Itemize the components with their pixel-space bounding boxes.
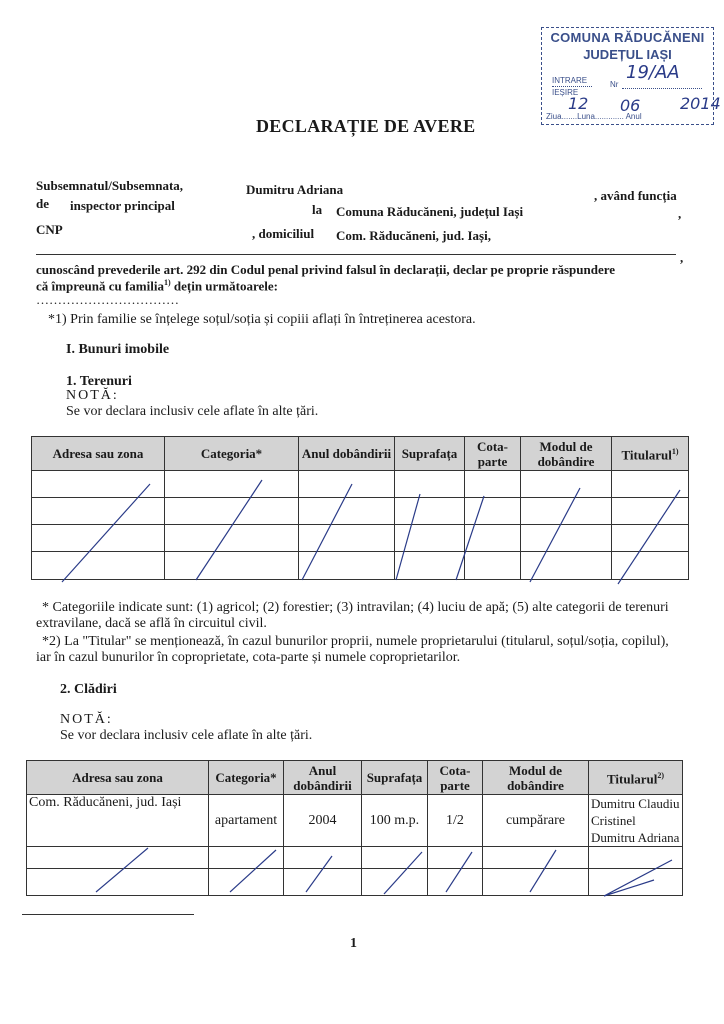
subsection-terenuri: 1. Terenuri (66, 374, 132, 389)
nota-label-1: NOTĂ: (66, 388, 119, 403)
declaration-line-2a: că împreună cu familia (36, 278, 164, 294)
stamp-date-labels: Ziua.......Luna............. Anul (546, 112, 642, 121)
note-titular: *2) La "Titular" se menționează, în cazul bunurilor proprii, numele proprietarului (titularul, soțul/soția, copilul), (42, 634, 669, 649)
registration-stamp (541, 27, 721, 125)
stamp-year: 2014 (680, 94, 721, 113)
nota-text-1: Se vor declara inclusiv cele aflate în alte țări. (66, 404, 319, 419)
stamp-line-2: JUDEȚUL IAȘI (583, 47, 672, 62)
institution-value: Comuna Răducăneni, județul Iași (336, 204, 524, 219)
table-row (27, 795, 683, 847)
section-bunuri-imobile: I. Bunuri imobile (66, 342, 170, 357)
comma-2: , (680, 250, 684, 265)
table-row (32, 498, 689, 525)
col-anul: Anul dobândirii (284, 761, 362, 795)
document-title: DECLARAȚIE DE AVERE (256, 116, 476, 136)
col-adresa: Adresa sau zona (32, 437, 165, 471)
nota-label-2: NOTĂ: (60, 712, 113, 727)
cell-cota: 1/2 (428, 795, 483, 847)
cell-anul: 2004 (284, 795, 362, 847)
col-titular-label: Titularul (621, 447, 672, 463)
cnp-label: CNP (36, 222, 63, 237)
note-titular-2: iar în cazul bunurilor în coproprietate, cota-parte și numele coproprietarilor. (36, 650, 461, 665)
note-categorii-2: extravilane, dacă se află în circuitul civil. (36, 616, 267, 631)
col-titular-label: Titularul (606, 771, 658, 787)
subsection-cladiri: 2. Clădiri (60, 682, 117, 697)
col-anul: Anul dobândirii (299, 437, 395, 471)
table-row (27, 847, 683, 869)
stamp-intrare: INTRARE (552, 76, 588, 85)
page-number: 1 (350, 936, 357, 951)
cell-suprafata: 100 m.p. (362, 795, 428, 847)
declaration-line-1: cunoscând prevederile art. 292 din Codul penal privind falsul în declarații, declar pe proprie răspundere (36, 262, 616, 277)
stamp-month: 06 (620, 96, 641, 115)
comma-1: , (678, 206, 682, 221)
cell-titular (589, 795, 683, 847)
table-row (27, 869, 683, 896)
nota-text-2: Se vor declara inclusiv cele aflate în alte țări. (60, 728, 313, 743)
col-modul: Modul de dobândire (483, 761, 589, 795)
stamp-nr-value: 19/AA (626, 62, 680, 83)
cladiri-table (26, 760, 683, 896)
col-adresa: Adresa sau zona (27, 761, 209, 795)
col-titular (612, 437, 689, 471)
table-row (32, 471, 689, 498)
col-suprafata: Suprafața (362, 761, 428, 795)
stamp-iesire: IEȘIRE (552, 88, 579, 97)
cell-adresa: Com. Răducăneni, jud. Iași (27, 795, 209, 847)
col-titular (589, 761, 683, 795)
footnote-1: *1) Prin familie se înțelege soțul/soția și copiii aflați în întreținerea acestora. (48, 312, 476, 327)
la-label: la (312, 202, 323, 217)
col-cota: Cota-parte (465, 437, 521, 471)
note-categorii: * Categoriile indicate sunt: (1) agricol; (2) forestier; (3) intravilan; (4) luciu de apă; (5) alte categorii de terenuri (42, 600, 669, 615)
de-label: de (36, 196, 49, 211)
col-titular-sup: 1) (671, 447, 679, 457)
col-categoria: Categoria* (165, 437, 299, 471)
cell-modul: cumpărare (483, 795, 589, 847)
titular-1: Dumitru Claudiu (591, 796, 680, 811)
col-suprafata: Suprafața (395, 437, 465, 471)
subsemnatul-label: Subsemnatul/Subsemnata, (36, 178, 184, 193)
declaration-line-2b: dețin următoarele: (170, 278, 278, 294)
dotted-line: …………………………… (36, 292, 179, 307)
stamp-line-1: COMUNA RĂDUCĂNENI (550, 30, 705, 45)
table-row (32, 552, 689, 580)
domiciliul-label: , domiciliul (252, 226, 315, 241)
function-value: inspector principal (70, 198, 175, 213)
titular-3: Dumitru Adriana (591, 830, 680, 845)
footnote-ref-1: 1) (163, 278, 171, 287)
col-categoria: Categoria* (209, 761, 284, 795)
table-row (32, 525, 689, 552)
address-value: Com. Răducăneni, jud. Iași, (336, 228, 491, 243)
stamp-day: 12 (568, 94, 589, 113)
titular-2: Cristinel (591, 813, 636, 828)
cell-categoria: apartament (209, 795, 284, 847)
stamp-nr-label: Nr (610, 80, 619, 89)
avand-functia-label: , având funcția (594, 188, 677, 203)
declarant-name: Dumitru Adriana (246, 182, 344, 197)
col-titular-sup: 2) (657, 771, 664, 781)
col-modul: Modul de dobândire (521, 437, 612, 471)
col-cota: Cota-parte (428, 761, 483, 795)
terenuri-table (31, 436, 689, 580)
